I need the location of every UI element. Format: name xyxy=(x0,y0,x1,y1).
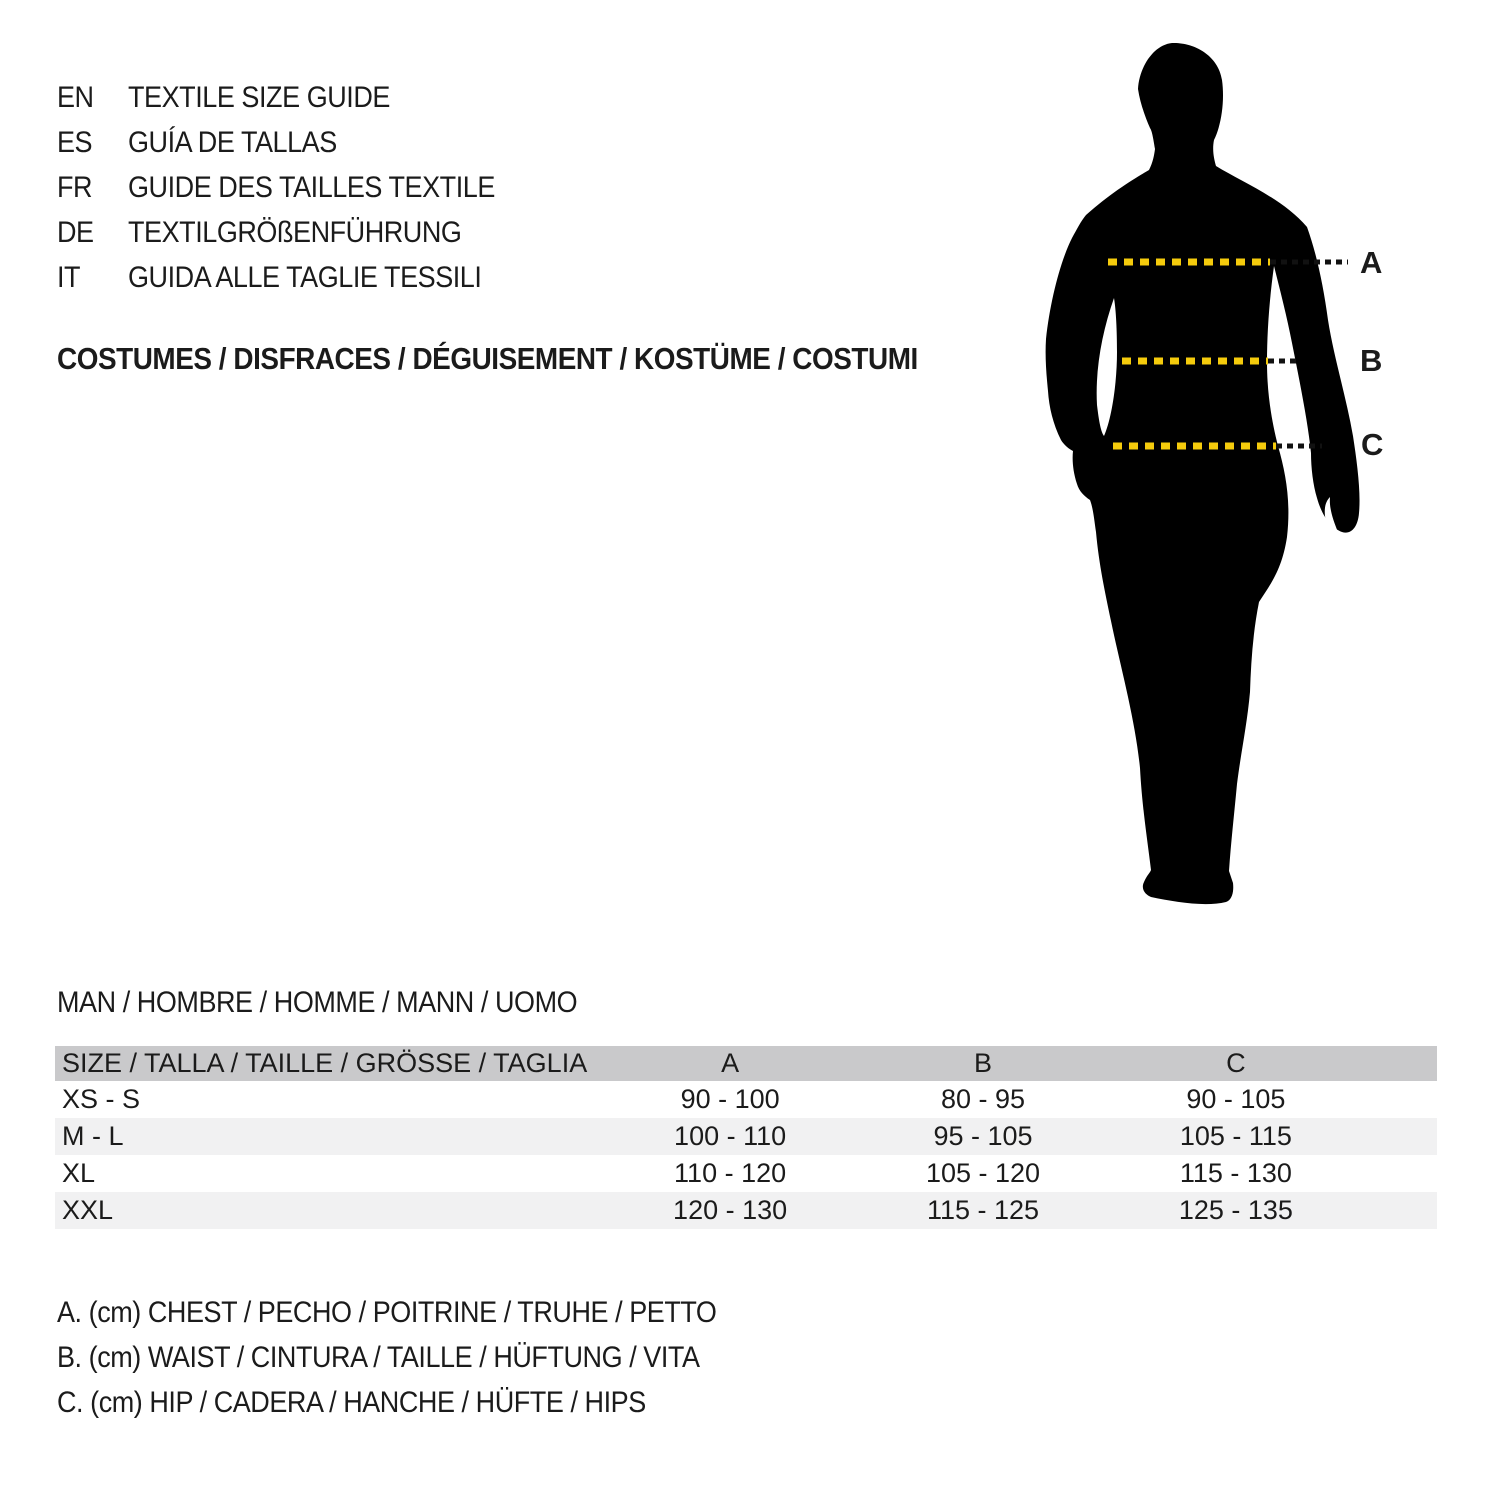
waist-cell: 80 - 95 xyxy=(940,1084,1026,1114)
language-row xyxy=(0,170,900,206)
col-header-a: A xyxy=(721,1048,740,1078)
table-row xyxy=(55,1192,1437,1229)
table-row xyxy=(55,1118,1437,1155)
language-row xyxy=(0,260,900,296)
size-cell: XXL xyxy=(62,1195,114,1225)
col-header-b: B xyxy=(973,1048,992,1078)
language-title: GUIDE DES TAILLES TEXTILE xyxy=(128,171,495,204)
hip-cell: 90 - 105 xyxy=(1186,1084,1286,1114)
language-title: TEXTILE SIZE GUIDE xyxy=(128,81,390,114)
language-code: ES xyxy=(57,126,93,159)
legend-hip: C. (cm) HIP / CADERA / HANCHE / HÜFTE / HIPS xyxy=(57,1386,646,1419)
language-row xyxy=(0,80,900,116)
language-code: IT xyxy=(57,261,81,294)
marker-label-chest: A xyxy=(1360,245,1383,280)
size-table xyxy=(55,1046,1437,1229)
size-cell: XS - S xyxy=(62,1084,141,1114)
man-silhouette xyxy=(1020,40,1380,915)
col-header-c: C xyxy=(1226,1048,1246,1078)
section-title: MAN / HOMBRE / HOMME / MANN / UOMO xyxy=(57,986,578,1019)
waist-cell: 105 - 120 xyxy=(925,1158,1041,1188)
category-line: COSTUMES / DISFRACES / DÉGUISEMENT / KOSTÜME / COSTUMI xyxy=(57,341,918,376)
waist-cell: 115 - 125 xyxy=(926,1195,1040,1225)
language-code: FR xyxy=(57,171,93,204)
waist-cell: 95 - 105 xyxy=(933,1121,1033,1151)
language-title: GUÍA DE TALLAS xyxy=(128,126,337,159)
col-header-spacer xyxy=(1362,1046,1437,1081)
col-header-size: SIZE / TALLA / TAILLE / GRÖSSE / TAGLIA xyxy=(62,1048,588,1078)
hip-cell: 125 - 135 xyxy=(1178,1195,1293,1225)
chest-cell: 110 - 120 xyxy=(674,1158,787,1188)
chest-cell: 120 - 130 xyxy=(673,1195,788,1225)
language-row xyxy=(0,215,900,251)
size-cell: M - L xyxy=(62,1121,124,1151)
hip-cell: 105 - 115 xyxy=(1179,1121,1292,1151)
language-title: GUIDA ALLE TAGLIE TESSILI xyxy=(128,261,482,294)
legend-waist: B. (cm) WAIST / CINTURA / TAILLE / HÜFTUNG / VITA xyxy=(57,1341,700,1374)
marker-label-hip: C xyxy=(1361,427,1384,462)
language-title: TEXTILGRÖßENFÜHRUNG xyxy=(128,216,462,249)
table-row xyxy=(55,1155,1437,1192)
legend-chest: A. (cm) CHEST / PECHO / POITRINE / TRUHE / PETTO xyxy=(57,1296,717,1329)
table-header-row xyxy=(55,1046,1437,1081)
language-code: DE xyxy=(57,216,94,249)
chest-cell: 100 - 110 xyxy=(674,1121,787,1151)
language-code: EN xyxy=(57,81,94,114)
marker-label-waist: B xyxy=(1360,343,1383,378)
hip-cell: 115 - 130 xyxy=(1179,1158,1292,1188)
language-row xyxy=(0,125,900,161)
chest-cell: 90 - 100 xyxy=(680,1084,780,1114)
size-cell: XL xyxy=(62,1158,96,1188)
table-row xyxy=(55,1081,1437,1118)
